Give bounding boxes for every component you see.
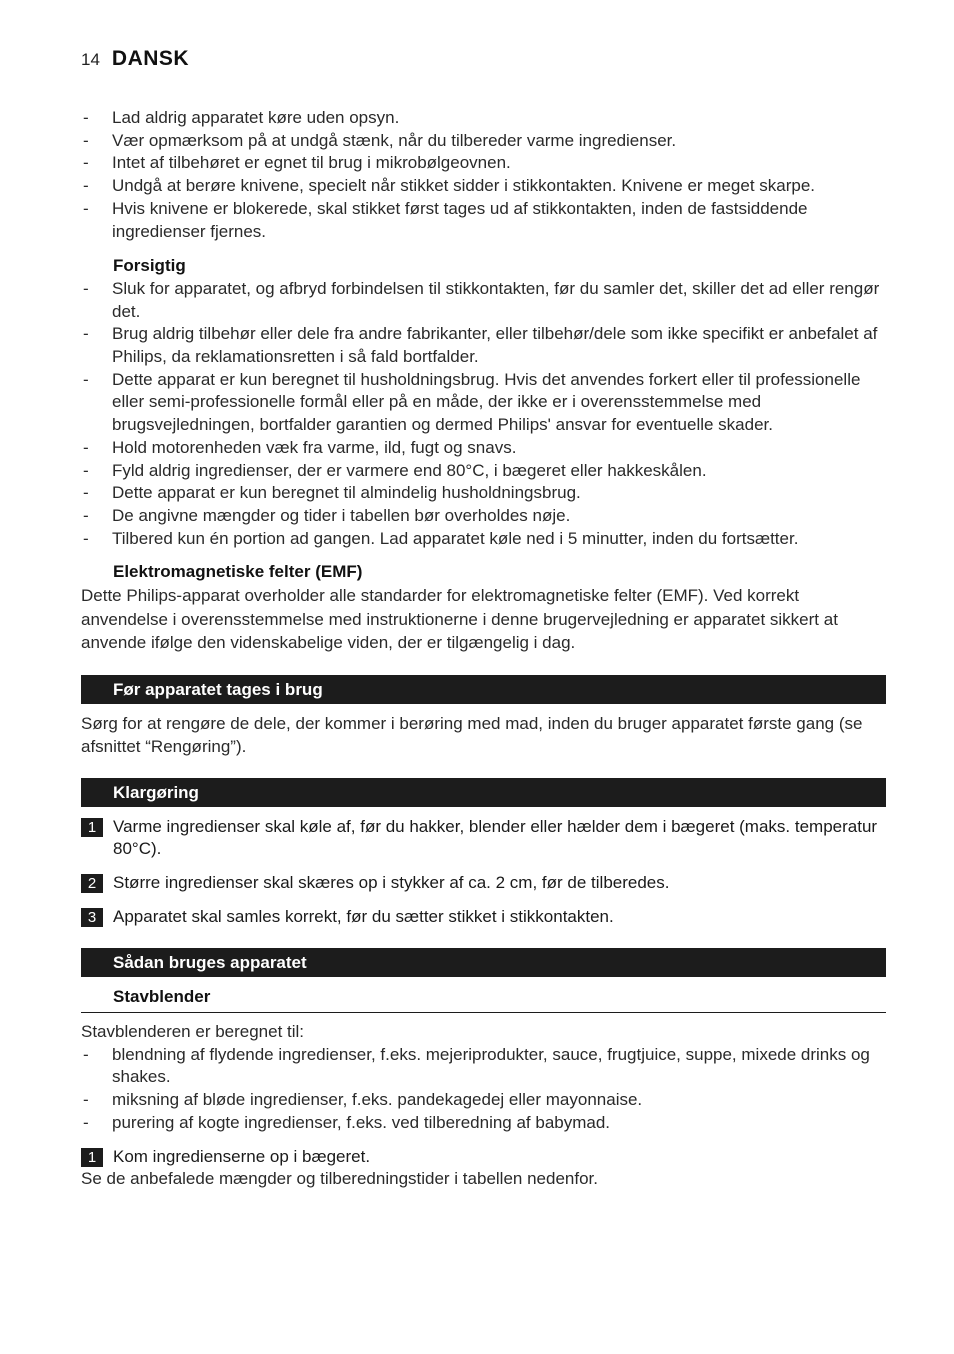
step-item (81, 1146, 886, 1169)
step-item (81, 906, 886, 929)
caution-heading: Forsigtig (113, 256, 186, 276)
list-item: - Sluk for apparatet, og afbryd forbindelsen til stikkontakten, før du samler det, skiller det ad eller rengør det. (81, 278, 886, 323)
list-item: - Vær opmærksom på at undgå stænk, når du tilbereder varme ingredienser. (81, 130, 886, 153)
list-item: - Undgå at berøre knivene, specielt når stikket sidder i stikkontakten. Knivene er meget skarpe. (81, 175, 886, 198)
list-item: - Lad aldrig apparatet køre uden opsyn. (81, 107, 886, 130)
caution-list (81, 278, 886, 550)
page-header (81, 47, 189, 71)
list-item: - purering af kogte ingredienser, f.eks. ved tilberedning af babymad. (81, 1112, 886, 1135)
step-item (81, 872, 886, 895)
step-number-badge: 1 (81, 818, 103, 837)
page-number: 14 (81, 50, 100, 69)
step-text: Kom ingredienserne op i bægeret. (113, 1146, 371, 1166)
step-number-badge: 3 (81, 908, 103, 927)
page-content (81, 107, 886, 1191)
list-item: - blendning af flydende ingredienser, f.eks. mejeriprodukter, sauce, frugtjuice, suppe, mixede drinks og shakes. (81, 1044, 886, 1089)
language-label: DANSK (111, 47, 190, 70)
list-item: - Hold motorenheden væk fra varme, ild, fugt og snavs. (81, 437, 886, 460)
list-item: - Dette apparat er kun beregnet til husholdningsbrug. Hvis det anvendes forkert eller til professionelle eller semi-professionelle formål eller på en måde, der ikke er i overensstemmelse med brugsvejledningen, bortfalder garantien og dermed Philips' ansvar for eventuelle skader. (81, 369, 886, 437)
section-header-before-use: Før apparatet tages i brug (81, 675, 886, 704)
list-item: - De angivne mængder og tider i tabellen bør overholdes nøje. (81, 505, 886, 528)
step-item (81, 816, 886, 861)
usage-note: Se de anbefalede mængder og tilberedningstider i tabellen nedenfor. (81, 1169, 598, 1189)
usage-list (81, 1044, 886, 1135)
list-item: - Dette apparat er kun beregnet til almindelig husholdningsbrug. (81, 482, 886, 505)
emf-paragraph: Dette Philips-apparat overholder alle standarder for elektromagnetiske felter (EMF). Ved korrekt anvendelse i overensstemmelse med instruktionerne i denne brugervejledning er apparatet sikkert at anvende ifølge den videnskabelige viden, der er tilgængelig i dag. (81, 586, 838, 653)
step-text: Apparatet skal samles korrekt, før du sætter stikket i stikkontakten. (113, 906, 614, 926)
emf-heading: Elektromagnetiske felter (EMF) (113, 562, 363, 582)
list-item: - Intet af tilbehøret er egnet til brug i mikrobølgeovnen. (81, 152, 886, 175)
step-text: Større ingredienser skal skæres op i stykker af ca. 2 cm, før de tilberedes. (113, 872, 670, 892)
warnings-list (81, 107, 886, 243)
step-number-badge: 2 (81, 874, 103, 893)
section-header-usage: Sådan bruges apparatet (81, 948, 886, 977)
step-number-badge: 1 (81, 1148, 103, 1167)
list-item: - Hvis knivene er blokerede, skal stikket først tages ud af stikkontakten, inden de fastsiddende ingredienser fjernes. (81, 198, 886, 243)
stavblender-heading: Stavblender (81, 986, 886, 1013)
list-item: - Tilbered kun én portion ad gangen. Lad apparatet køle ned i 5 minutter, inden du fortsætter. (81, 528, 886, 551)
list-item: - Brug aldrig tilbehør eller dele fra andre fabrikanter, eller tilbehør/dele som ikke specifikt er anbefalet af Philips, da reklamationsretten i så fald bortfalder. (81, 323, 886, 368)
section-header-preparation: Klargøring (81, 778, 886, 807)
before-use-paragraph: Sørg for at rengøre de dele, der kommer i berøring med mad, inden du bruger apparatet første gang (se afsnittet “Rengøring”). (81, 713, 863, 757)
step-text: Varme ingredienser skal køle af, før du hakker, blender eller hælder dem i bægeret (maks. temperatur 80°C). (113, 816, 878, 859)
list-item: - miksning af bløde ingredienser, f.eks. pandekagedej eller mayonnaise. (81, 1089, 886, 1112)
usage-intro: Stavblenderen er beregnet til: (81, 1022, 305, 1042)
list-item: - Fyld aldrig ingredienser, der er varmere end 80°C, i bægeret eller hakkeskålen. (81, 460, 886, 483)
